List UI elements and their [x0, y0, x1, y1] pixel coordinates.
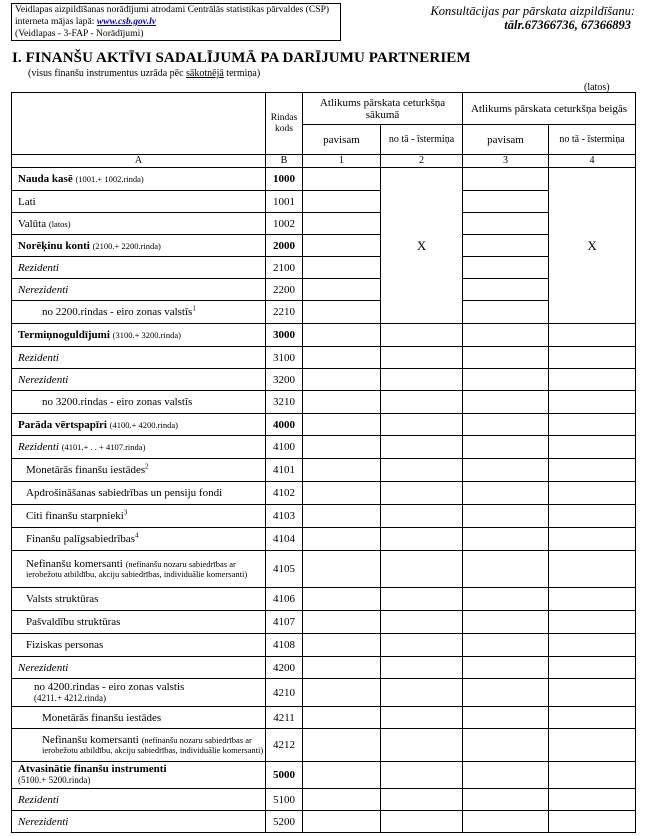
- input-cell[interactable]: [549, 436, 636, 459]
- input-cell[interactable]: [381, 505, 463, 528]
- table-row: [12, 369, 636, 391]
- row-note: (1001.+ 1002.rinda): [75, 174, 144, 184]
- row-label-text: Nefinanšu komersanti: [42, 734, 139, 746]
- input-cell[interactable]: [381, 482, 463, 505]
- row-label: [12, 213, 266, 235]
- input-cell[interactable]: [303, 279, 381, 301]
- input-cell[interactable]: [303, 482, 381, 505]
- header-total-start: pavisam: [303, 125, 381, 155]
- input-cell[interactable]: [463, 588, 549, 611]
- row-label: [12, 762, 266, 789]
- input-cell[interactable]: [549, 369, 636, 391]
- section-subtitle: [28, 68, 260, 79]
- input-cell[interactable]: [549, 459, 636, 482]
- input-cell[interactable]: [549, 482, 636, 505]
- table-row: [12, 436, 636, 459]
- row-code: 2210: [266, 301, 303, 324]
- row-code: 3100: [266, 347, 303, 369]
- row-label: [12, 436, 266, 459]
- row-code: 4108: [266, 634, 303, 657]
- row-label: [12, 235, 266, 257]
- consultation-info: [430, 4, 635, 32]
- row-code: 2000: [266, 235, 303, 257]
- table-row: [12, 679, 636, 707]
- input-cell[interactable]: [463, 257, 549, 279]
- input-cell[interactable]: [549, 679, 636, 707]
- input-cell[interactable]: [549, 414, 636, 436]
- table-row: [12, 391, 636, 414]
- input-cell[interactable]: [303, 657, 381, 679]
- input-cell[interactable]: [381, 391, 463, 414]
- input-cell[interactable]: [549, 789, 636, 811]
- table-row: [12, 588, 636, 611]
- row-code: 4100: [266, 436, 303, 459]
- input-cell[interactable]: [463, 551, 549, 588]
- input-cell[interactable]: [381, 528, 463, 551]
- table-row: [12, 279, 636, 301]
- input-cell[interactable]: [463, 191, 549, 213]
- input-cell[interactable]: [549, 657, 636, 679]
- input-cell[interactable]: [463, 324, 549, 347]
- row-label: Nerezidenti: [12, 811, 266, 833]
- table-row: [12, 482, 636, 505]
- input-cell[interactable]: [463, 459, 549, 482]
- index-1: 1: [303, 155, 381, 168]
- row-note: (4101.+ . . + 4107.rinda): [61, 442, 146, 452]
- header-short-start: no tā - īstermiņa: [381, 125, 463, 155]
- table-row: [12, 235, 636, 257]
- input-cell[interactable]: [303, 213, 381, 235]
- currency-note: (latos): [584, 82, 610, 93]
- input-cell[interactable]: [549, 588, 636, 611]
- input-cell[interactable]: [303, 611, 381, 634]
- input-cell[interactable]: [303, 528, 381, 551]
- input-cell[interactable]: [381, 414, 463, 436]
- row-code: 4000: [266, 414, 303, 436]
- row-label: Monetārās finanšu iestādes: [12, 707, 266, 729]
- subtitle-suffix: termiņa): [223, 68, 261, 79]
- row-code: 1000: [266, 168, 303, 191]
- row-code: 5100: [266, 789, 303, 811]
- row-label-text: Atvasinātie finanšu instrumenti: [18, 763, 167, 775]
- input-cell[interactable]: [303, 391, 381, 414]
- row-label: no 3200.rindas - eiro zonas valstīs: [12, 391, 266, 414]
- row-label: Valsts struktūras: [12, 588, 266, 611]
- input-cell[interactable]: [463, 528, 549, 551]
- input-cell[interactable]: [303, 168, 381, 191]
- index-3: 3: [463, 155, 549, 168]
- input-cell[interactable]: [303, 459, 381, 482]
- row-label: Lati: [12, 191, 266, 213]
- row-label: [12, 528, 266, 551]
- row-note: (nefinanšu nozaru sabiedrības ar ierobežotu atbildību, akciju sabiedrības, individuālie komersanti): [26, 559, 248, 579]
- row-label-text: no 4200.rindas - eiro zonas valstis: [34, 680, 185, 693]
- row-label: [12, 324, 266, 347]
- input-cell[interactable]: [303, 436, 381, 459]
- row-code: 4101: [266, 459, 303, 482]
- row-label-text: no 2200.rindas - eiro zonas valstīs: [42, 306, 193, 318]
- row-label: Fiziskas personas: [12, 634, 266, 657]
- input-cell[interactable]: [463, 436, 549, 459]
- input-cell[interactable]: [549, 324, 636, 347]
- table-row: [12, 301, 636, 324]
- input-cell[interactable]: [303, 789, 381, 811]
- input-cell[interactable]: [463, 789, 549, 811]
- row-label-text: Parāda vērtspapīri: [18, 418, 107, 431]
- row-label: Apdrošināšanas sabiedrības un pensiju fondi: [12, 482, 266, 505]
- input-cell[interactable]: [463, 235, 549, 257]
- row-note: (4211.+ 4212.rinda): [34, 692, 106, 703]
- row-code: 4102: [266, 482, 303, 505]
- input-cell[interactable]: [303, 414, 381, 436]
- input-cell[interactable]: [463, 634, 549, 657]
- row-code: 4104: [266, 528, 303, 551]
- input-cell[interactable]: [381, 679, 463, 707]
- row-code: 4105: [266, 551, 303, 588]
- input-cell[interactable]: [381, 369, 463, 391]
- row-code: 4107: [266, 611, 303, 634]
- input-cell[interactable]: [549, 347, 636, 369]
- table-row: [12, 657, 636, 679]
- row-label-text: Nauda kasē: [18, 173, 73, 185]
- row-note: (4100.+ 4200.rinda): [109, 419, 178, 430]
- row-label: [12, 301, 266, 324]
- footnote-mark: 1: [192, 304, 196, 313]
- row-code: 3000: [266, 324, 303, 347]
- consultation-phones: tālr.67366736, 67366893: [504, 18, 631, 32]
- row-code: 5000: [266, 762, 303, 789]
- index-a: A: [12, 155, 266, 168]
- instructions-line-1: Veidlapas aizpildīšanas norādījumi atrodami Centrālās statistikas pārvaldes (CSP): [15, 4, 330, 15]
- index-4: 4: [549, 155, 636, 168]
- input-cell[interactable]: [381, 657, 463, 679]
- footnote-mark: 4: [135, 531, 139, 540]
- input-cell[interactable]: [381, 811, 463, 833]
- index-b: B: [266, 155, 303, 168]
- input-cell[interactable]: [463, 611, 549, 634]
- input-cell[interactable]: [303, 369, 381, 391]
- row-code: 4212: [266, 729, 303, 762]
- row-note: (latos): [48, 218, 71, 229]
- row-note: (nefinanšu nozaru sabiedrības ar ierobežotu atbildību, akciju sabiedrības, individuālie komersanti): [42, 735, 264, 755]
- row-code: 4211: [266, 707, 303, 729]
- row-label: Nerezidenti: [12, 657, 266, 679]
- consultation-heading: Konsultācijas par pārskata aizpildīšanu:: [430, 4, 635, 18]
- instructions-line-2: [15, 16, 337, 28]
- row-label: [12, 414, 266, 436]
- input-cell[interactable]: [381, 762, 463, 789]
- input-cell[interactable]: [303, 551, 381, 588]
- input-cell[interactable]: [381, 588, 463, 611]
- input-cell[interactable]: [381, 324, 463, 347]
- instructions-box: [11, 3, 341, 41]
- row-label-text: Rezidenti: [18, 441, 59, 453]
- row-label: Rezidenti: [12, 257, 266, 279]
- input-cell[interactable]: [303, 811, 381, 833]
- input-cell[interactable]: [381, 436, 463, 459]
- input-cell[interactable]: [303, 257, 381, 279]
- row-label: Rezidenti: [12, 789, 266, 811]
- row-label-text: Citi finanšu starpnieki: [26, 510, 124, 522]
- row-label: [12, 551, 266, 588]
- input-cell[interactable]: [463, 279, 549, 301]
- input-cell[interactable]: [463, 213, 549, 235]
- input-cell[interactable]: [549, 634, 636, 657]
- input-cell[interactable]: [549, 505, 636, 528]
- input-cell[interactable]: [463, 391, 549, 414]
- input-cell[interactable]: [303, 679, 381, 707]
- row-label-text: Monetārās finanšu iestādes: [26, 464, 146, 476]
- input-cell[interactable]: [381, 347, 463, 369]
- table-row: [12, 634, 636, 657]
- row-label: [12, 505, 266, 528]
- header-total-end: pavisam: [463, 125, 549, 155]
- input-cell[interactable]: [549, 551, 636, 588]
- input-cell[interactable]: [381, 729, 463, 762]
- input-cell[interactable]: [463, 679, 549, 707]
- table-row: [12, 347, 636, 369]
- row-label-text: Finanšu palīgsabiedrības: [26, 533, 136, 545]
- input-cell[interactable]: [303, 191, 381, 213]
- row-code: 4200: [266, 657, 303, 679]
- row-code: 4106: [266, 588, 303, 611]
- input-cell[interactable]: [303, 235, 381, 257]
- table-row: [12, 789, 636, 811]
- header-label-cell: [12, 93, 266, 155]
- row-label: Nerezidenti: [12, 369, 266, 391]
- not-applicable-mark: X: [381, 168, 463, 324]
- input-cell[interactable]: [303, 505, 381, 528]
- header-short-end: no tā - īstermiņa: [549, 125, 636, 155]
- section-title: I. FINANŠU AKTĪVI SADALĪJUMĀ PA DARĪJUMU PARTNERIEM: [12, 50, 471, 66]
- row-label-text: Nefinanšu komersanti: [26, 558, 123, 570]
- table-row: [12, 551, 636, 588]
- row-code: 3210: [266, 391, 303, 414]
- row-code: 3200: [266, 369, 303, 391]
- input-cell[interactable]: [303, 347, 381, 369]
- row-label: [12, 168, 266, 191]
- input-cell[interactable]: [463, 707, 549, 729]
- subtitle-underlined: sākotnējā: [186, 68, 224, 79]
- input-cell[interactable]: [549, 811, 636, 833]
- input-cell[interactable]: [381, 707, 463, 729]
- row-label: [12, 679, 266, 707]
- footnote-mark: 2: [145, 462, 149, 471]
- row-code: 4210: [266, 679, 303, 707]
- input-cell[interactable]: [463, 414, 549, 436]
- not-applicable-mark: X: [549, 168, 636, 324]
- footnote-mark: 3: [123, 508, 128, 517]
- input-cell[interactable]: [303, 588, 381, 611]
- table-row: [12, 324, 636, 347]
- input-cell[interactable]: [303, 762, 381, 789]
- input-cell[interactable]: [549, 707, 636, 729]
- row-note: (3100.+ 3200.rinda): [112, 330, 181, 340]
- input-cell[interactable]: [303, 634, 381, 657]
- input-cell[interactable]: [303, 707, 381, 729]
- table-row: [12, 729, 636, 762]
- row-code: 1002: [266, 213, 303, 235]
- input-cell[interactable]: [549, 391, 636, 414]
- input-cell[interactable]: [463, 729, 549, 762]
- row-label: [12, 729, 266, 762]
- row-label-text: Valūta: [18, 217, 47, 230]
- input-cell[interactable]: [303, 301, 381, 324]
- input-cell[interactable]: [463, 657, 549, 679]
- input-cell[interactable]: [549, 729, 636, 762]
- input-cell[interactable]: [549, 611, 636, 634]
- table-row: [12, 168, 636, 191]
- header-balance-end: Atlikums pārskata ceturkšņa beigās: [463, 93, 636, 125]
- row-label: [12, 459, 266, 482]
- input-cell[interactable]: [381, 634, 463, 657]
- input-cell[interactable]: [549, 762, 636, 789]
- table-row: [12, 611, 636, 634]
- table-row: [12, 707, 636, 729]
- instructions-line-3: (Veidlapas - 3-FAP - Norādījumi): [15, 28, 144, 39]
- input-cell[interactable]: [303, 324, 381, 347]
- input-cell[interactable]: [381, 789, 463, 811]
- input-cell[interactable]: [463, 505, 549, 528]
- row-label: Pašvaldību struktūras: [12, 611, 266, 634]
- input-cell[interactable]: [463, 482, 549, 505]
- instructions-link-prefix: interneta mājas lapā:: [15, 16, 97, 27]
- input-cell[interactable]: [463, 347, 549, 369]
- input-cell[interactable]: [463, 762, 549, 789]
- row-code: 2200: [266, 279, 303, 301]
- row-code: 2100: [266, 257, 303, 279]
- row-label: Nerezidenti: [12, 279, 266, 301]
- input-cell[interactable]: [381, 459, 463, 482]
- table-row: [12, 213, 636, 235]
- table-row: [12, 762, 636, 789]
- input-cell[interactable]: [463, 811, 549, 833]
- input-cell[interactable]: [381, 551, 463, 588]
- header-balance-start: Atlikums pārskata ceturkšņa sākumā: [303, 93, 463, 125]
- input-cell[interactable]: [463, 301, 549, 324]
- row-code: 4103: [266, 505, 303, 528]
- subtitle-prefix: (visus finanšu instrumentus uzrāda pēc: [28, 68, 187, 79]
- header-row-code: Rindas kods: [266, 93, 303, 155]
- input-cell[interactable]: [463, 369, 549, 391]
- input-cell[interactable]: [549, 528, 636, 551]
- input-cell[interactable]: [381, 611, 463, 634]
- row-label-text: Termiņnoguldījumi: [18, 329, 110, 341]
- financial-assets-table: [11, 92, 636, 833]
- index-2: 2: [381, 155, 463, 168]
- row-note: (2100.+ 2200.rinda): [92, 240, 161, 251]
- row-label-text: Norēķinu konti: [18, 239, 90, 252]
- table-row: [12, 414, 636, 436]
- row-note: (5100.+ 5200.rinda): [18, 775, 91, 785]
- row-code: 1001: [266, 191, 303, 213]
- row-label: Rezidenti: [12, 347, 266, 369]
- csb-website-link[interactable]: www.csb.gov.lv: [96, 16, 157, 27]
- table-row: [12, 528, 636, 551]
- input-cell[interactable]: [463, 168, 549, 191]
- table-row: [12, 505, 636, 528]
- table-row: [12, 811, 636, 833]
- table-row: [12, 257, 636, 279]
- input-cell[interactable]: [303, 729, 381, 762]
- table-row: [12, 459, 636, 482]
- row-code: 5200: [266, 811, 303, 833]
- table-row: [12, 191, 636, 213]
